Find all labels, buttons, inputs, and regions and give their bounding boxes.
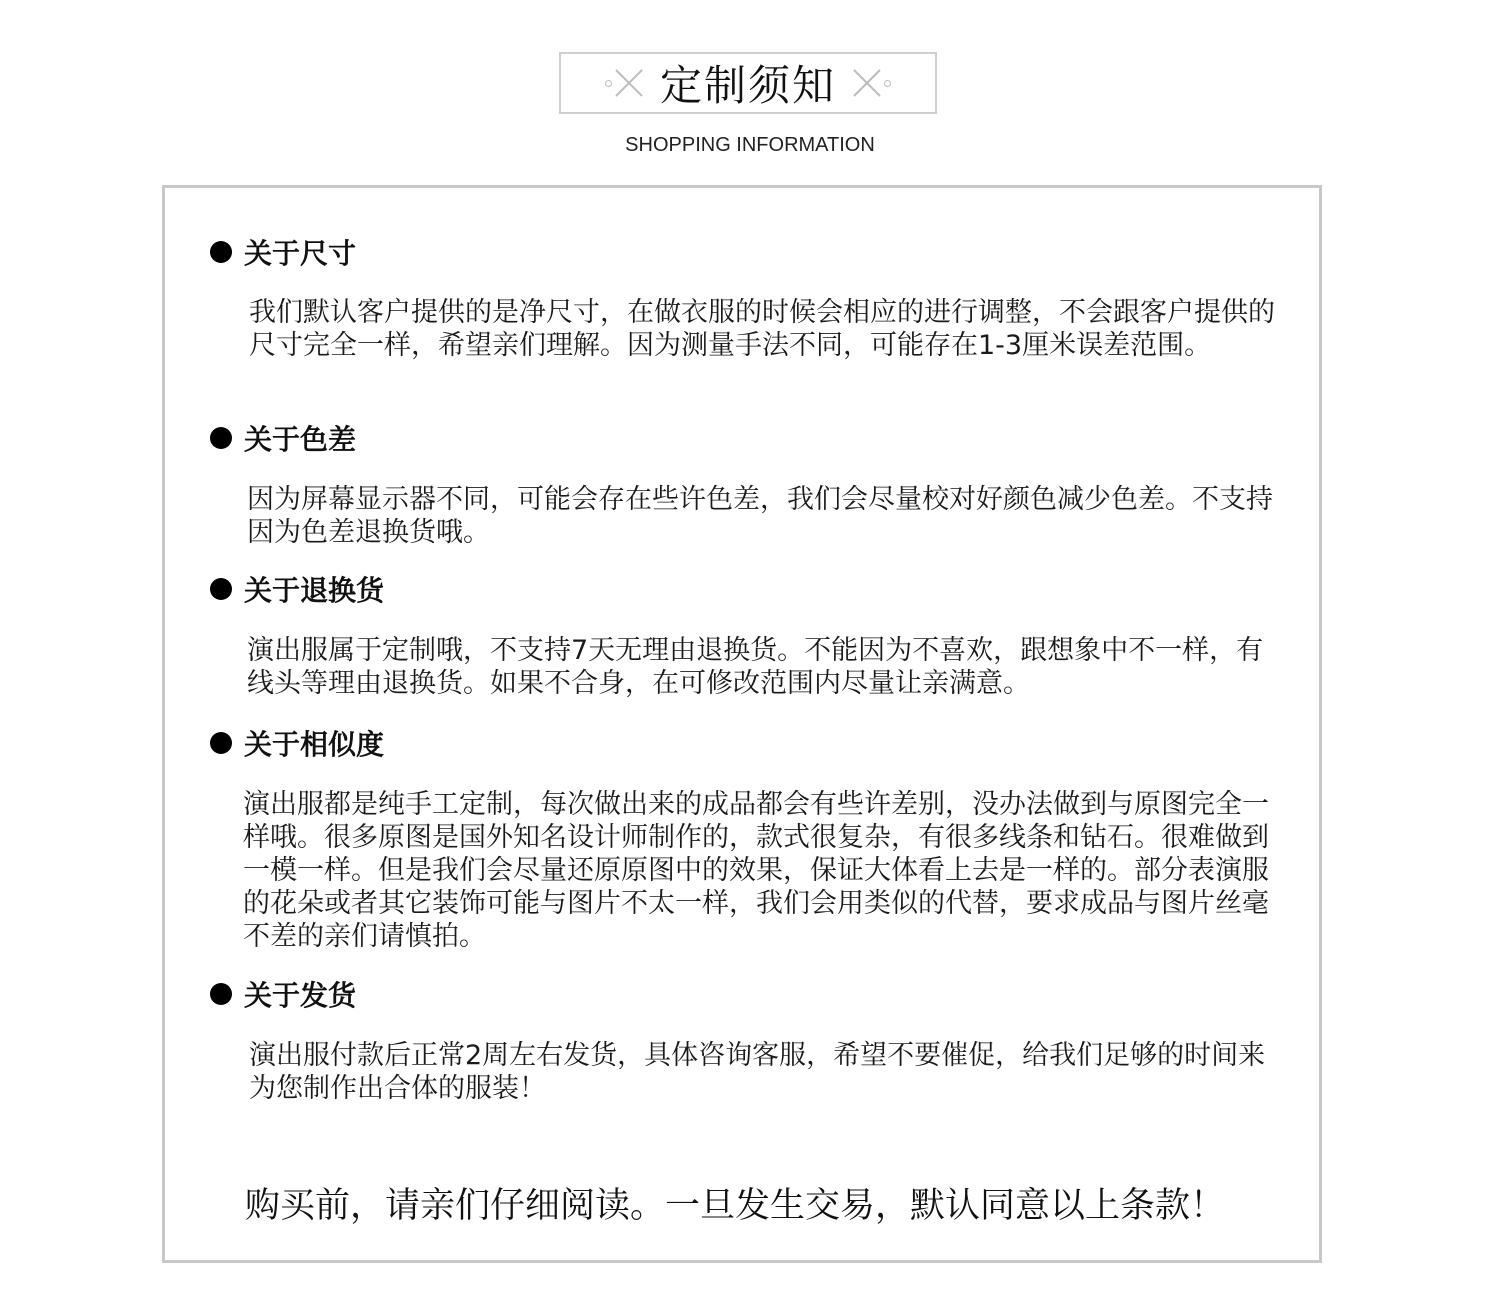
bullet-icon xyxy=(210,983,232,1005)
page-subtitle: SHOPPING INFORMATION xyxy=(625,134,875,156)
heading-text-returns: 关于退换货 xyxy=(244,574,385,607)
section-body-shipping: 演出服付款后正常2周左右发货，具体咨询客服，希望不要催促，给我们足够的时间来为您制作出合体的服装！ xyxy=(249,1040,1266,1104)
heading-text-color: 关于色差 xyxy=(244,423,357,456)
section-body-similarity: 演出服都是纯手工定制，每次做出来的成品都会有些许差别，没办法做到与原图完全一样哦。很多原图是国外知名设计师制作的，款式很复杂，有很多线条和钻石。很难做到一模一样。但是我们会尽量还原原图中的效果，保证大体看上去是一样的。部分表演服的花朵或者其它装饰可能与图片不太一样，我们会用类似的代替，要求成品与图片丝毫不差的亲们请慎拍。 xyxy=(243,789,1269,952)
section-heading-returns xyxy=(210,569,384,609)
heading-text-size: 关于尺寸 xyxy=(244,237,357,270)
section-body-size: 我们默认客户提供的是净尺寸，在做衣服的时候会相应的进行调整，不会跟客户提供的尺寸完全一样，希望亲们理解。因为测量手法不同，可能存在1-3厘米误差范围。 xyxy=(249,297,1275,361)
section-body-returns: 演出服属于定制哦，不支持7天无理由退换货。不能因为不喜欢，跟想象中不一样，有线头等理由退换货。如果不合身，在可修改范围内尽量让亲满意。 xyxy=(247,635,1264,699)
info-panel xyxy=(162,185,1322,1263)
section-heading-shipping xyxy=(210,974,356,1014)
left-decoration-icon xyxy=(605,66,646,100)
footer-note: 购买前，请亲们仔细阅读。一旦发生交易，默认同意以上条款！ xyxy=(245,1186,1226,1226)
title-box xyxy=(559,52,937,114)
bullet-icon xyxy=(210,241,232,263)
bullet-icon xyxy=(210,578,232,600)
section-heading-color xyxy=(210,418,356,458)
section-body-color: 因为屏幕显示器不同，可能会存在些许色差，我们会尽量校对好颜色减少色差。不支持因为色差退换货哦。 xyxy=(247,484,1273,548)
section-heading-similarity xyxy=(210,723,384,763)
heading-text-shipping: 关于发货 xyxy=(244,979,357,1012)
bullet-icon xyxy=(210,732,232,754)
right-decoration-icon xyxy=(850,66,891,100)
page-title: 定制须知 xyxy=(659,61,836,110)
heading-text-similarity: 关于相似度 xyxy=(244,728,385,761)
bullet-icon xyxy=(210,427,232,449)
section-heading-size xyxy=(210,232,356,272)
